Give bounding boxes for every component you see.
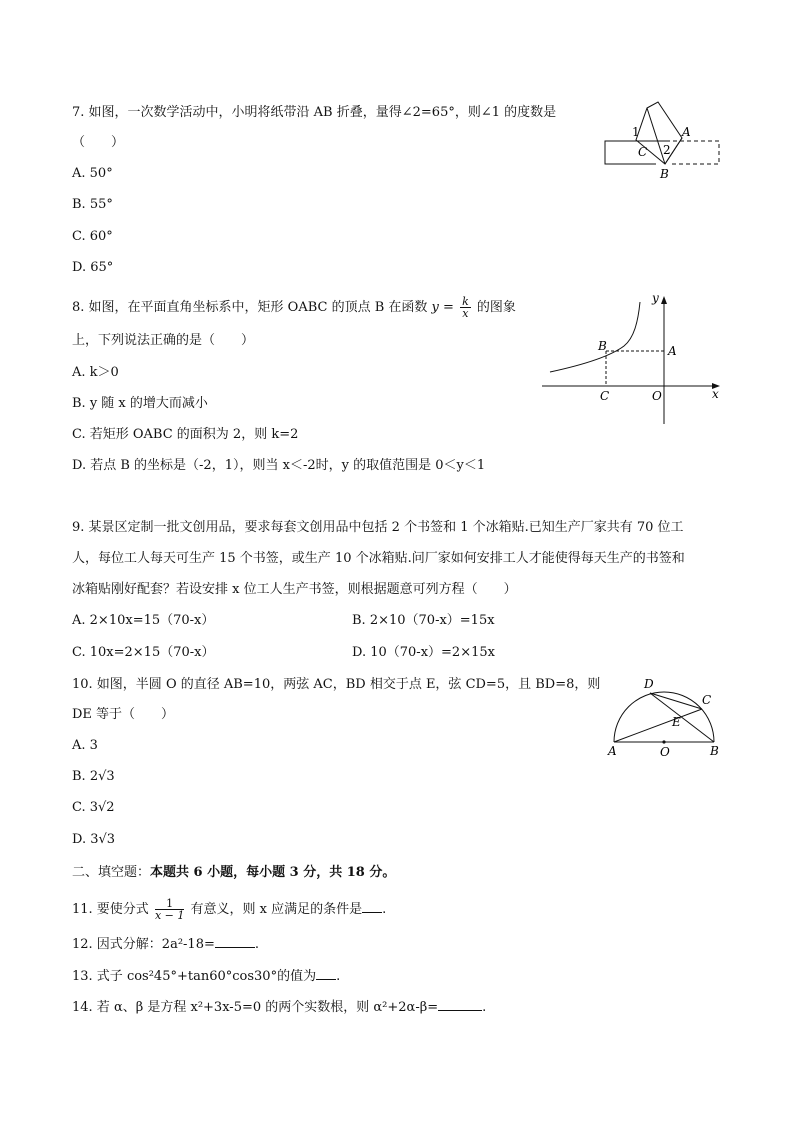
- q10-option-d: D. 3√3: [72, 832, 116, 847]
- q9-option-a: A. 2×10x=15（70-x）: [72, 613, 215, 628]
- q7-fig-label-c: C: [638, 145, 648, 159]
- q8-func-fraction: [460, 296, 471, 319]
- q8-func-den: x: [462, 307, 469, 320]
- q8-option-c: C. 若矩形 OABC 的面积为 2，则 k=2: [72, 427, 299, 442]
- q8-option-b: B. y 随 x 的增大而减小: [72, 396, 208, 411]
- q11-blank[interactable]: [362, 900, 382, 913]
- q10-option-b: B. 2√3: [72, 769, 115, 784]
- q13-blank[interactable]: [316, 967, 336, 980]
- q8-stem-c: 上，下列说法正确的是（ ）: [72, 333, 255, 348]
- q8-stem-a: [72, 296, 516, 319]
- q7-paren: （ ）: [72, 135, 125, 150]
- q11-den: x − 1: [154, 909, 185, 922]
- q9-line-2: 人，每位工人每天可生产 15 个书签，或生产 10 个冰箱贴.问厂家如何安排工人才能使得每天生产的书签和: [72, 551, 685, 566]
- q13-end: .: [336, 969, 341, 984]
- section-2-title: 二、填空题：: [72, 865, 151, 880]
- q14-end: .: [482, 1000, 487, 1015]
- q8-stem-b: 的图象: [476, 300, 516, 315]
- q7-figure: [600, 100, 724, 185]
- q10-figure: [606, 676, 726, 764]
- q8-func-lhs: y =: [431, 300, 454, 315]
- q8-fig-label-c: C: [600, 389, 610, 403]
- q8-stem-a-text: 8. 如图，在平面直角坐标系中，矩形 OABC 的顶点 B 在函数: [72, 300, 428, 315]
- q8-func-num: k: [462, 295, 469, 308]
- q13-line: [72, 967, 340, 986]
- q8-fig-label-b: B: [598, 339, 607, 353]
- q12-line: [72, 935, 259, 954]
- q11-pre: 11. 要使分式: [72, 902, 149, 917]
- q7-option-c: C. 60°: [72, 229, 113, 244]
- q10-fig-label-e: E: [672, 715, 681, 729]
- q14-line: [72, 998, 486, 1017]
- q8-option-a: A. k＞0: [72, 365, 119, 380]
- q8-figure: [538, 288, 728, 428]
- q9-option-d: D. 10（70-x）=2×15x: [352, 645, 495, 660]
- q10-fig-label-d: D: [644, 677, 654, 691]
- q7-option-d: D. 65°: [72, 260, 114, 275]
- q8-fig-label-o: O: [652, 389, 662, 403]
- q7-fig-label-2: 2: [663, 143, 671, 157]
- q14-text: 14. 若 α、β 是方程 x²+3x-5=0 的两个实数根，则 α²+2α-β=: [72, 1000, 439, 1015]
- q10-option-a: A. 3: [72, 738, 98, 753]
- q9-option-b: B. 2×10（70-x）=15x: [352, 613, 495, 628]
- q7-option-a: A. 50°: [72, 166, 113, 181]
- q8-option-d: D. 若点 B 的坐标是（-2，1），则当 x＜-2时，y 的取值范围是 0＜y＜1: [72, 458, 486, 473]
- q9-line-1: 9. 某景区定制一批文创用品，要求每套文创用品中包括 2 个书签和 1 个冰箱贴.已知生产厂家共有 70 位工: [72, 520, 684, 535]
- q11-post: 有意义，则 x 应满足的条件是: [190, 902, 363, 917]
- q11-fraction: [155, 898, 184, 921]
- q10-fig-label-b: B: [710, 744, 719, 758]
- q11-end: .: [382, 902, 387, 917]
- q8-fig-label-y: y: [652, 291, 659, 305]
- q10-fig-label-a: A: [608, 744, 617, 758]
- q10-fig-label-c: C: [702, 693, 712, 707]
- q14-blank[interactable]: [438, 998, 482, 1011]
- section-2-desc: 本题共 6 小题，每小题 3 分，共 18 分。: [150, 865, 396, 880]
- q7-fig-label-a: A: [682, 125, 691, 139]
- q7-option-b: B. 55°: [72, 197, 113, 212]
- q10-option-c: C. 3√2: [72, 800, 115, 815]
- q7-fig-label-1: 1: [632, 125, 640, 139]
- q7-stem: 7. 如图，一次数学活动中，小明将纸带沿 AB 折叠，量得∠2=65°，则∠1 的度数是: [72, 105, 557, 120]
- q12-blank[interactable]: [215, 935, 255, 948]
- q9-line-3: 冰箱贴刚好配套？若设安排 x 位工人生产书签，则根据题意可列方程（ ）: [72, 582, 517, 597]
- q8-fig-label-x: x: [712, 387, 719, 401]
- q11-line: [72, 898, 386, 921]
- q12-text: 12. 因式分解：2a²-18=: [72, 937, 215, 952]
- q10-line-2: DE 等于（ ）: [72, 707, 175, 722]
- q9-option-c: C. 10x=2×15（70-x）: [72, 645, 215, 660]
- q13-text: 13. 式子 cos²45°+tan60°cos30°的值为: [72, 969, 317, 984]
- section-2-heading: [72, 864, 395, 882]
- q8-fig-label-a: A: [668, 344, 677, 358]
- q11-num: 1: [155, 898, 184, 910]
- q10-fig-label-o: O: [660, 745, 670, 759]
- q7-fig-label-b: B: [660, 167, 669, 181]
- q10-line-1: 10. 如图，半圆 O 的直径 AB=10，两弦 AC，BD 相交于点 E，弦 CD=5，且 BD=8，则: [72, 677, 601, 692]
- q12-end: .: [254, 937, 260, 952]
